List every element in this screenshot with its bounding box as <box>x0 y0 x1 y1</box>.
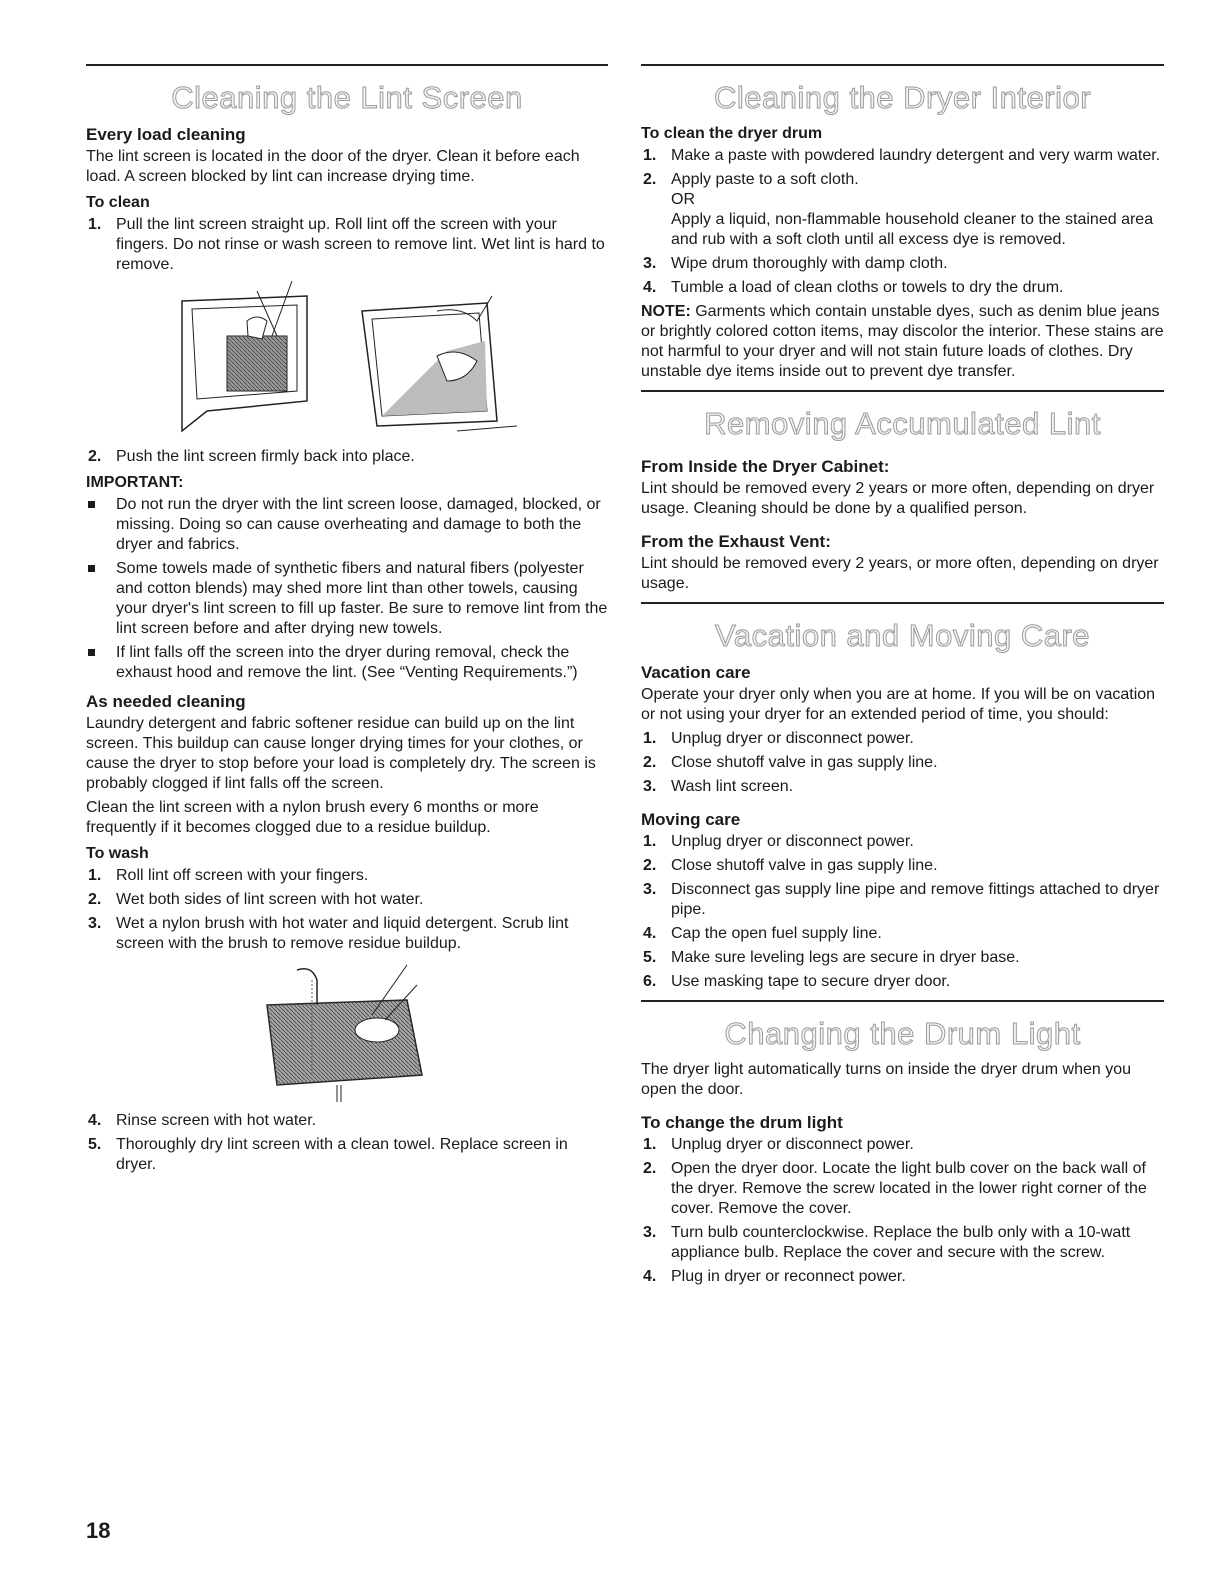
change-drum-light-heading: To change the drum light <box>641 1113 843 1132</box>
list-item: 4. Plug in dryer or reconnect power. <box>643 1268 906 1285</box>
note-paragraph: NOTE: Garments which contain unstable dyes, such as denim blue jeans or brightly colored cotton items, may discolor the interior. These stains are not harmful to your dryer and will not stain future loads of clothes. Dry unstable dye items inside out to prevent dye transfer. <box>641 303 1164 380</box>
lint-screen-removal-illustration <box>86 281 608 441</box>
list-item: 4. Cap the open fuel supply line. <box>643 925 882 942</box>
list-item: 2. Wet both sides of lint screen with hot water. <box>88 891 424 908</box>
important-heading: IMPORTANT: <box>86 474 184 491</box>
important-bullets <box>86 495 608 683</box>
list-item: 1. Unplug dryer or disconnect power. <box>643 730 914 747</box>
list-item: 4. Tumble a load of clean cloths or towels to dry the drum. <box>643 279 1064 296</box>
list-item: 2. Push the lint screen firmly back into place. <box>88 448 415 465</box>
to-wash-steps-continued <box>86 1111 608 1175</box>
page-number: 18 <box>86 1518 111 1543</box>
bullet-square-icon <box>88 501 95 508</box>
section-title-vacation-moving: Vacation and Moving Care <box>714 618 1091 653</box>
section-divider <box>86 64 608 66</box>
list-item: 2. Apply paste to a soft cloth. OR Apply a liquid, non-flammable household cleaner to the stained area and rub with a soft cloth until all excess dye is removed. <box>643 171 1154 248</box>
every-load-heading: Every load cleaning <box>86 125 246 144</box>
list-item: 3. Disconnect gas supply line pipe and remove fittings attached to dryer pipe. <box>643 881 1160 918</box>
clean-drum-heading: To clean the dryer drum <box>641 125 823 142</box>
as-needed-p2: Clean the lint screen with a nylon brush every 6 months or more frequently if it becomes clogged due to a residue buildup. <box>86 799 539 836</box>
list-item: 1. Pull the lint screen straight up. Roll lint off the screen with your fingers. Do not rinse or wash screen to remove lint. Wet lint is hard to remove. <box>88 216 605 273</box>
to-clean-steps <box>86 215 608 275</box>
list-item: 2. Close shutoff valve in gas supply line. <box>643 857 938 874</box>
as-needed-heading: As needed cleaning <box>86 692 246 711</box>
clean-drum-steps <box>641 146 1164 298</box>
right-column <box>641 64 1164 1291</box>
vacation-steps <box>641 729 1164 797</box>
moving-care-heading: Moving care <box>641 810 741 829</box>
exhaust-vent-heading: From the Exhaust Vent: <box>641 532 831 551</box>
section-title-drum-light: Changing the Drum Light <box>724 1016 1081 1051</box>
to-wash-heading: To wash <box>86 845 149 862</box>
drum-light-steps <box>641 1135 1164 1287</box>
vacation-care-heading: Vacation care <box>641 663 751 682</box>
list-item: 6. Use masking tape to secure dryer door. <box>643 973 951 990</box>
list-item: 5. Thoroughly dry lint screen with a clean towel. Replace screen in dryer. <box>88 1136 568 1173</box>
bullet-square-icon <box>88 565 95 572</box>
bullet-item: If lint falls off the screen into the dryer during removal, check the exhaust hood and remove the lint. (See “Venting Requirements.”) <box>86 643 608 683</box>
drum-light-intro: The dryer light automatically turns on inside the dryer drum when you open the door. <box>641 1061 1132 1098</box>
every-load-text: The lint screen is located in the door of the dryer. Clean it before each load. A screen blocked by lint can increase drying time. <box>86 148 580 185</box>
list-item: 1. Roll lint off screen with your fingers. <box>88 867 369 884</box>
to-wash-steps <box>86 866 608 954</box>
list-item: 3. Wipe drum thoroughly with damp cloth. <box>643 255 948 272</box>
list-item: 3. Wet a nylon brush with hot water and liquid detergent. Scrub lint screen with the brush to remove residue buildup. <box>88 915 569 952</box>
to-clean-steps-continued <box>86 447 608 467</box>
section-divider <box>641 1000 1164 1002</box>
lint-screen-brush-illustration <box>86 960 608 1105</box>
section-divider <box>641 64 1164 66</box>
as-needed-p1: Laundry detergent and fabric softener residue can build up on the lint screen. This buildup can cause longer drying times for your clothes, or cause the dryer to stop before your load is completely dry. The screen is probably clogged if lint falls off the screen. <box>86 715 596 792</box>
section-title-dryer-interior: Cleaning the Dryer Interior <box>713 80 1092 115</box>
list-item: 1. Unplug dryer or disconnect power. <box>643 1136 914 1153</box>
moving-steps <box>641 832 1164 992</box>
bullet-square-icon <box>88 649 95 656</box>
list-item: 1. Make a paste with powdered laundry detergent and very warm water. <box>643 147 1161 164</box>
inside-cabinet-heading: From Inside the Dryer Cabinet: <box>641 457 890 476</box>
bullet-item: Do not run the dryer with the lint screen loose, damaged, blocked, or missing. Doing so can cause overheating and damage to both the dryer and fabrics. <box>86 495 608 555</box>
list-item: 3. Wash lint screen. <box>643 778 794 795</box>
exhaust-vent-text: Lint should be removed every 2 years, or more often, depending on dryer usage. <box>641 555 1159 592</box>
section-title-lint-screen: Cleaning the Lint Screen <box>171 80 523 115</box>
list-item: 2. Open the dryer door. Locate the light bulb cover on the back wall of the dryer. Remove the screw located in the lower right corner of the cover. Remove the cover. <box>643 1160 1147 1217</box>
list-item: 5. Make sure leveling legs are secure in dryer base. <box>643 949 1020 966</box>
list-item: 3. Turn bulb counterclockwise. Replace the bulb only with a 10-watt appliance bulb. Replace the cover and secure with the screw. <box>643 1224 1131 1261</box>
bullet-item: Some towels made of synthetic fibers and natural fibers (polyester and cotton blends) may shed more lint than other towels, causing your dryer's lint screen to fill up faster. Be sure to remove lint from the lint screen before and after drying new towels. <box>86 559 608 639</box>
vacation-care-text: Operate your dryer only when you are at home. If you will be on vacation or not using your dryer for an extended period of time, you should: <box>641 686 1156 723</box>
section-title-accumulated-lint: Removing Accumulated Lint <box>704 406 1101 441</box>
list-item: 2. Close shutoff valve in gas supply line. <box>643 754 938 771</box>
section-divider <box>641 390 1164 392</box>
to-clean-heading: To clean <box>86 194 150 211</box>
left-column <box>86 64 608 1179</box>
inside-cabinet-text: Lint should be removed every 2 years or more often, depending on dryer usage. Cleaning should be done by a qualified person. <box>641 480 1155 517</box>
list-item: 4. Rinse screen with hot water. <box>88 1112 317 1129</box>
section-divider <box>641 602 1164 604</box>
list-item: 1. Unplug dryer or disconnect power. <box>643 833 914 850</box>
